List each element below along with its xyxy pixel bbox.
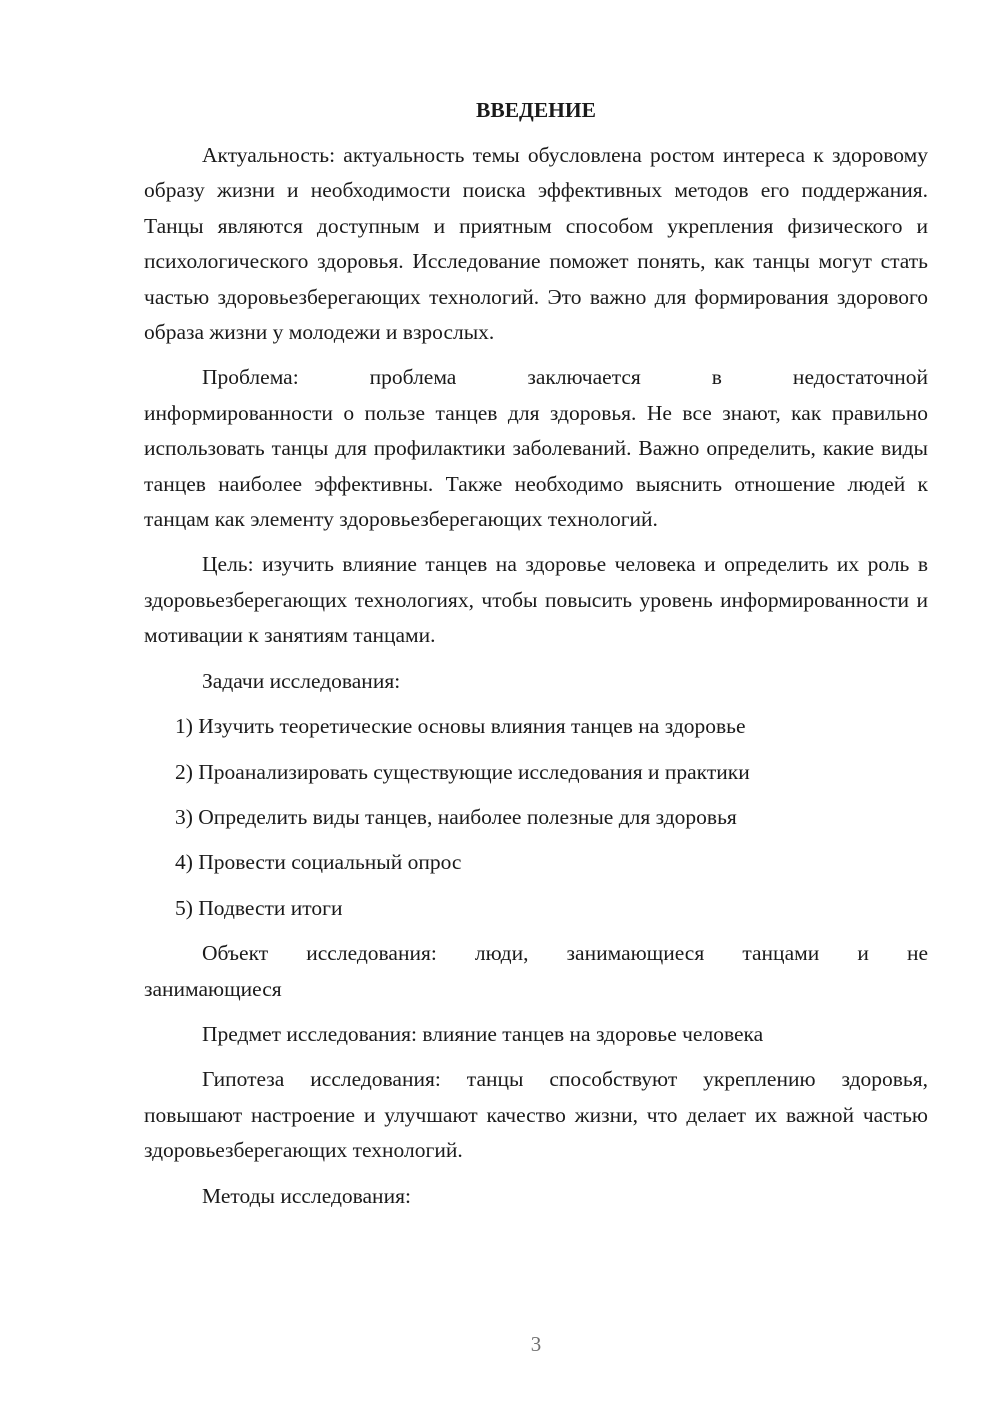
object-first-line: Объект исследования: люди, занимающиеся танцами и не (202, 941, 928, 966)
relevance-paragraph: Актуальность: актуальность темы обусловлена ростом интереса к здоровому образу жизни и необходимости поиска эффективных методов его поддержания. Танцы являются доступным и приятным способом укрепления физического и психологического здоровья. Исследование поможет понять, как танцы могут стать частью здоровьезберегающих технологий. Это важно для формирования здорового образа жизни у молодежи и взрослых. (144, 143, 928, 345)
problem-rest: информированности о пользе танцев для здоровья. Не все знают, как правильно использовать танцы для профилактики заболеваний. Важно определить, какие виды танцев наиболее эффективны. Также необходимо выяснить отношение людей к танцам как элементу здоровьезберегающих технологий. (144, 400, 928, 532)
list-item: 4) Провести социальный опрос (175, 850, 462, 875)
list-item: 3) Определить виды танцев, наиболее полезные для здоровья (175, 804, 737, 829)
hypothesis-paragraph: Гипотеза исследования: танцы способствуют укреплению здоровья, повышают настроение и улучшают качество жизни, что делает их важной частью здоровьезберегающих технологий. (144, 1067, 928, 1163)
object-paragraph (144, 936, 928, 1007)
list-item: 2) Проанализировать существующие исследования и практики (175, 759, 750, 784)
page-number: 3 (530, 1332, 542, 1356)
list-item: 5) Подвести итоги (175, 895, 343, 920)
document-page (144, 92, 928, 1224)
section-heading: ВВЕДЕНИЕ (476, 98, 596, 122)
subject-paragraph: Предмет исследования: влияние танцев на здоровье человека (202, 1021, 764, 1046)
goal-paragraph: Цель: изучить влияние танцев на здоровье человека и определить их роль в здоровьезберегающих технологиях, чтобы повысить уровень информированности и мотивации к занятиям танцами. (144, 552, 928, 648)
tasks-title: Задачи исследования: (202, 668, 401, 693)
object-rest: занимающиеся (144, 976, 282, 1001)
problem-paragraph (144, 360, 928, 537)
methods-title: Методы исследования: (202, 1183, 411, 1208)
list-item: 1) Изучить теоретические основы влияния танцев на здоровье (175, 714, 746, 739)
tasks-list (144, 709, 928, 926)
problem-first-line: Проблема: проблема заключается в недостаточной (202, 365, 928, 390)
